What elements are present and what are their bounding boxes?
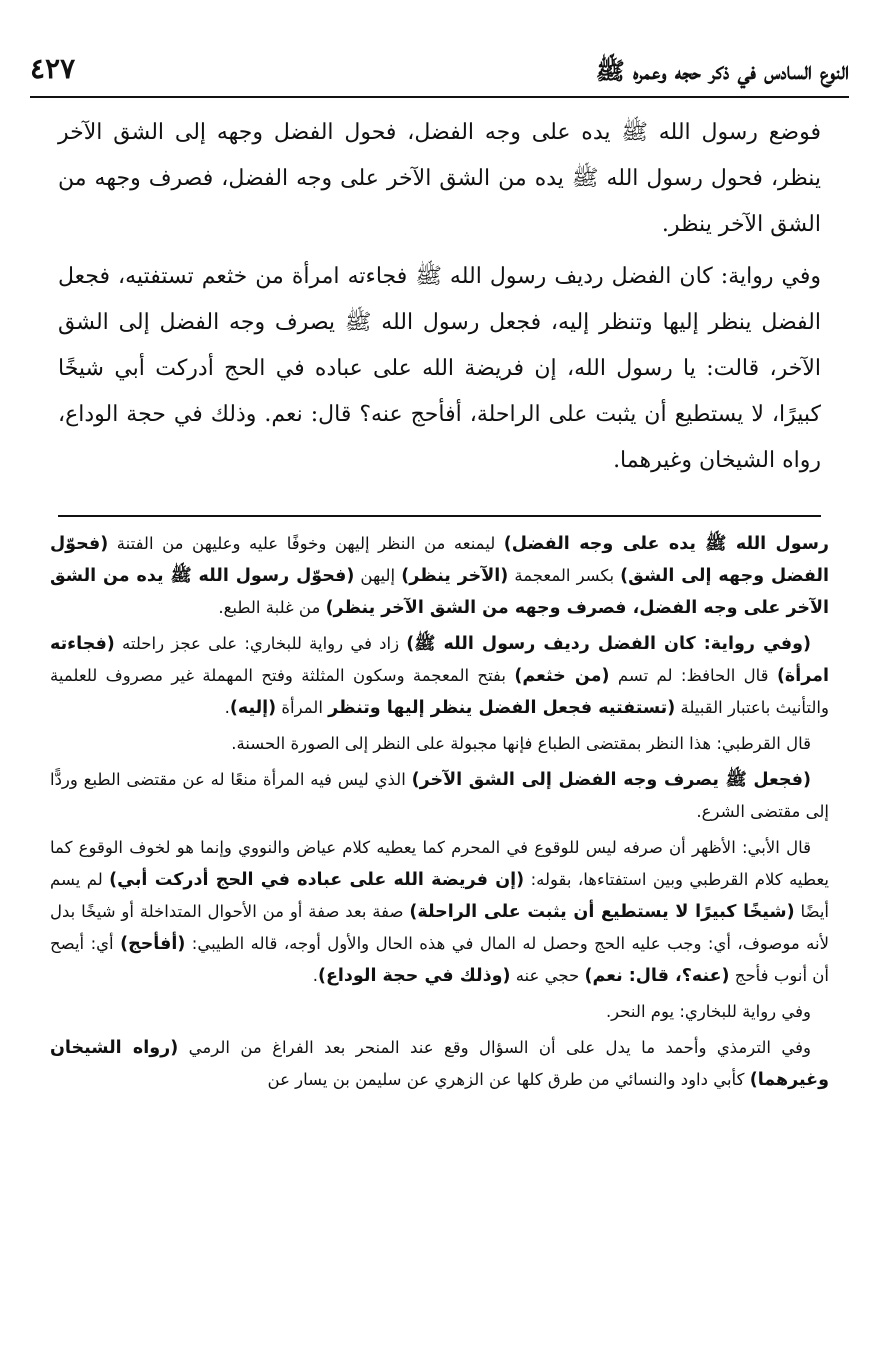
commentary-text: قال الحافظ: لم تسم [609, 666, 777, 685]
commentary [50, 528, 829, 1100]
commentary-paragraph [50, 764, 829, 828]
quoted-text: (فجاءته امرأة) [50, 634, 829, 686]
commentary-paragraph [50, 528, 829, 624]
quoted-text: رسول الله ﷺ يده على وجه الفضل) [503, 534, 829, 554]
quoted-text: (فحوّل رسول الله ﷺ يده من الشق الآخر على وجه الفضل، فصرف وجهه من الشق الآخر ينظر) [50, 566, 829, 618]
commentary-text: زاد في رواية للبخاري: على عجز راحلته [114, 634, 407, 653]
quoted-text: (عنه؟، قال: نعم) [584, 966, 730, 986]
quoted-text: (فجعل ﷺ يصرف وجه الفضل إلى الشق الآخر) [411, 770, 811, 790]
commentary-paragraph [50, 832, 829, 992]
quoted-text: (أفأحج) [120, 934, 186, 954]
main-paragraph: وفي رواية: كان الفضل رديف رسول الله ﷺ فجاءته امرأة من خثعم تستفتيه، فجعل الفضل ينظر إليها وتنظر إليه، فجعل رسول الله ﷺ يصرف وجه الفضل إلى الشق الآخر، قالت: يا رسول الله، إن فريضة الله على عباده في الحج أدركت أبي شيخًا كبيرًا، لا يستطيع أن يثبت على الراحلة، أفأحج عنه؟ قال: نعم. وذلك في حجة الوداع، رواه الشيخان وغيرهما. [58, 264, 821, 473]
commentary-text: أي: أيصح أن أنوب فأحج [50, 934, 829, 985]
main-paragraph: فوضع رسول الله ﷺ يده على وجه الفضل، فحول الفضل وجهه إلى الشق الآخر ينظر، فحول رسول الله ﷺ يده من الشق الآخر على وجه الفضل، فصرف وجهه من الشق الآخر ينظر. [58, 120, 821, 237]
commentary-text: كأبي داود والنسائي من طرق كلها عن الزهري عن سليمن بن يسار عن [267, 1070, 750, 1089]
commentary-text: إليهن [354, 566, 402, 585]
quoted-text: (من خثعم) [514, 666, 610, 686]
commentary-text: قال الأبي: الأظهر أن صرفه ليس للوقوع في المحرم كما يعطيه كلام عياض والنووي وإنما هو لخوف الوقوع كما يعطيه كلام القرطبي وبين استفتاءها، بقوله: [50, 838, 829, 889]
commentary-paragraph: قال القرطبي: هذا النظر بمقتضى الطباع فإنها مجبولة على النظر إلى الصورة الحسنة. [231, 734, 811, 753]
chapter-title: النوع السادس في ذكر حجه وعمره ﷺ [595, 56, 849, 85]
quoted-text: (وذلك في حجة الوداع) [317, 966, 511, 986]
quoted-text: (رواه الشيخان وغيرهما) [50, 1038, 829, 1090]
commentary-text: بفتح المعجمة وسكون المثلثة وفتح المهملة غير مصروف للعلمية والتأنيث باعتبار القبيلة [50, 666, 829, 717]
commentary-paragraph [50, 628, 829, 724]
commentary-text: حجي عنه [510, 966, 585, 985]
commentary-text: . [312, 966, 318, 985]
quoted-text: (تستفتيه فجعل الفضل ينظر إليها وتنظر [328, 698, 676, 718]
commentary-text: لم يسم أيضًا [50, 870, 830, 921]
commentary-text: صفة بعد صفة أو من الأحوال المتداخلة أو شيخًا بدل لأنه موصوف، أي: وجب عليه الحج وحصل له المال في هذه الحال والأول أوجه، قاله الطيبي: [50, 902, 829, 953]
page-number: ٤٢٧ [30, 52, 76, 85]
quoted-text: (إن فريضة الله على عباده في الحج أدركت أبي) [109, 870, 525, 890]
commentary-text: المرأة [276, 698, 329, 717]
commentary-text: . [224, 698, 230, 717]
quoted-text: (شيخًا كبيرًا لا يستطيع أن يثبت على الراحلة) [409, 902, 795, 922]
commentary-text: الذي ليس فيه المرأة منعًا له عن مقتضى الطبع وردًّا إلى مقتضى الشرع. [50, 770, 829, 821]
commentary-text: من غلبة الطبع. [218, 598, 326, 617]
commentary-text: ليمنعه من النظر إليهن وخوفًا عليه وعليهن من الفتنة [108, 534, 504, 553]
commentary-text: بكسر المعجمة [508, 566, 621, 585]
quoted-text: (إليه) [229, 698, 277, 718]
quoted-text: (وفي رواية: كان الفضل رديف رسول الله ﷺ) [406, 634, 811, 654]
commentary-paragraph [50, 1032, 829, 1096]
commentary-text: وفي الترمذي وأحمد ما يدل على أن السؤال وقع عند المنحر بعد الفراغ من الرمي [178, 1038, 811, 1057]
main-text [58, 110, 821, 484]
footnote-divider [58, 515, 821, 517]
quoted-text: (فحوّل الفضل وجهه إلى الشق) [50, 534, 830, 586]
commentary-paragraph: وفي رواية للبخاري: يوم النحر. [605, 1002, 811, 1021]
quoted-text: (الآخر ينظر) [401, 566, 509, 586]
running-header [30, 52, 849, 98]
